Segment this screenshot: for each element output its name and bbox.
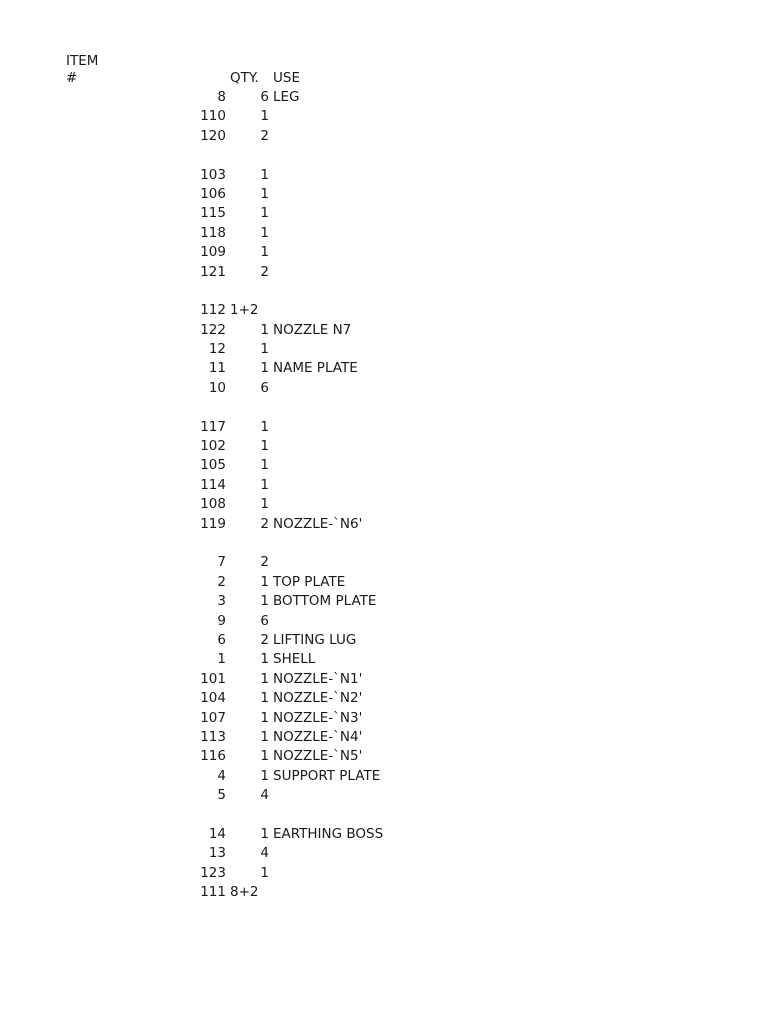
item-number: 116 bbox=[200, 748, 226, 765]
item-use: NOZZLE-`N1' bbox=[273, 670, 363, 687]
item-number: 14 bbox=[208, 825, 226, 842]
item-number: 13 bbox=[208, 845, 226, 862]
table-row bbox=[0, 146, 768, 165]
item-quantity: 1+2 bbox=[230, 302, 259, 319]
item-number: 12 bbox=[208, 341, 226, 358]
item-number: 106 bbox=[200, 185, 226, 202]
item-use: NOZZLE N7 bbox=[273, 321, 352, 338]
item-number: 118 bbox=[200, 224, 226, 241]
item-number: 120 bbox=[200, 127, 226, 144]
item-quantity: 1 bbox=[260, 825, 269, 842]
item-quantity: 2 bbox=[260, 263, 269, 280]
item-quantity: 4 bbox=[260, 845, 269, 862]
item-number: 6 bbox=[217, 631, 226, 648]
table-row bbox=[0, 767, 768, 786]
table-row bbox=[0, 650, 768, 669]
item-use: NOZZLE-`N3' bbox=[273, 709, 363, 726]
table-row bbox=[0, 263, 768, 282]
table-row bbox=[0, 321, 768, 340]
table-row bbox=[0, 844, 768, 863]
item-use: EARTHING BOSS bbox=[273, 825, 384, 842]
item-number: 117 bbox=[200, 418, 226, 435]
header-use-label: USE bbox=[273, 70, 300, 86]
item-number: 102 bbox=[200, 438, 226, 455]
item-quantity: 4 bbox=[260, 787, 269, 804]
item-use: NOZZLE-`N5' bbox=[273, 748, 363, 765]
table-row bbox=[0, 127, 768, 146]
item-quantity: 1 bbox=[260, 205, 269, 222]
header-item-number-label: # bbox=[66, 70, 78, 86]
table-row bbox=[0, 786, 768, 805]
table-row bbox=[0, 243, 768, 262]
table-row bbox=[0, 805, 768, 824]
table-row bbox=[0, 301, 768, 320]
item-quantity: 1 bbox=[260, 709, 269, 726]
item-quantity: 2 bbox=[260, 127, 269, 144]
table-row bbox=[0, 166, 768, 185]
table-row bbox=[0, 612, 768, 631]
table-row bbox=[0, 476, 768, 495]
item-quantity: 1 bbox=[260, 593, 269, 610]
item-quantity: 1 bbox=[260, 360, 269, 377]
item-number: 8 bbox=[217, 89, 226, 105]
item-number: 4 bbox=[217, 767, 226, 784]
item-use: LIFTING LUG bbox=[273, 631, 357, 648]
item-use: BOTTOM PLATE bbox=[273, 593, 377, 610]
table-row bbox=[0, 456, 768, 475]
item-quantity: 1 bbox=[260, 573, 269, 590]
item-number: 11 bbox=[208, 360, 226, 377]
item-use: NOZZLE-`N2' bbox=[273, 690, 363, 707]
table-row bbox=[0, 359, 768, 378]
item-quantity: 2 bbox=[260, 631, 269, 648]
table-row bbox=[0, 282, 768, 301]
item-number: 122 bbox=[200, 321, 226, 338]
item-number: 113 bbox=[200, 728, 226, 745]
item-use: TOP PLATE bbox=[273, 573, 346, 590]
item-use: NOZZLE-`N4' bbox=[273, 728, 363, 745]
table-row bbox=[0, 553, 768, 572]
item-number: 1 bbox=[217, 651, 226, 668]
item-number: 114 bbox=[200, 476, 226, 493]
item-use: NAME PLATE bbox=[273, 360, 358, 377]
item-number: 10 bbox=[208, 379, 226, 396]
item-quantity: 6 bbox=[260, 89, 269, 105]
item-quantity: 1 bbox=[260, 321, 269, 338]
table-row bbox=[0, 864, 768, 883]
item-quantity: 1 bbox=[260, 476, 269, 493]
header-item-label: ITEM bbox=[66, 53, 99, 69]
table-row bbox=[0, 534, 768, 553]
item-number: 112 bbox=[200, 302, 226, 319]
item-number: 110 bbox=[200, 108, 226, 125]
item-quantity: 1 bbox=[260, 185, 269, 202]
item-quantity: 1 bbox=[260, 496, 269, 513]
item-number: 3 bbox=[217, 593, 226, 610]
item-quantity: 1 bbox=[260, 651, 269, 668]
table-row bbox=[0, 728, 768, 747]
table-row bbox=[0, 107, 768, 126]
table-row bbox=[0, 398, 768, 417]
item-quantity: 1 bbox=[260, 748, 269, 765]
item-number: 109 bbox=[200, 244, 226, 261]
table-row bbox=[0, 573, 768, 592]
table-row bbox=[0, 631, 768, 650]
item-use: NOZZLE-`N6' bbox=[273, 515, 363, 532]
table-row bbox=[0, 437, 768, 456]
item-quantity: 6 bbox=[260, 612, 269, 629]
item-quantity: 1 bbox=[260, 418, 269, 435]
table-row bbox=[0, 204, 768, 223]
table-row bbox=[0, 185, 768, 204]
item-number: 2 bbox=[217, 573, 226, 590]
item-number: 5 bbox=[217, 787, 226, 804]
item-quantity: 2 bbox=[260, 554, 269, 571]
item-quantity: 1 bbox=[260, 690, 269, 707]
table-row bbox=[0, 88, 768, 107]
item-quantity: 1 bbox=[260, 457, 269, 474]
table-row bbox=[0, 825, 768, 844]
item-number: 111 bbox=[200, 884, 226, 901]
item-quantity: 1 bbox=[260, 341, 269, 358]
item-number: 119 bbox=[200, 515, 226, 532]
table-row bbox=[0, 689, 768, 708]
item-number: 121 bbox=[200, 263, 226, 280]
table-row bbox=[0, 340, 768, 359]
item-number: 115 bbox=[200, 205, 226, 222]
item-number: 9 bbox=[217, 612, 226, 629]
item-use: SHELL bbox=[273, 651, 316, 668]
table-row bbox=[0, 515, 768, 534]
item-number: 108 bbox=[200, 496, 226, 513]
item-use: SUPPORT PLATE bbox=[273, 767, 381, 784]
table-row bbox=[0, 670, 768, 689]
item-quantity: 8+2 bbox=[230, 884, 259, 901]
item-quantity: 1 bbox=[260, 767, 269, 784]
item-number: 104 bbox=[200, 690, 226, 707]
table-row bbox=[0, 379, 768, 398]
item-quantity: 1 bbox=[260, 244, 269, 261]
table-row bbox=[0, 418, 768, 437]
item-quantity: 6 bbox=[260, 379, 269, 396]
item-number: 103 bbox=[200, 166, 226, 183]
table-row bbox=[0, 747, 768, 766]
item-quantity: 1 bbox=[260, 108, 269, 125]
parts-list bbox=[0, 88, 768, 902]
table-row bbox=[0, 883, 768, 902]
item-quantity: 1 bbox=[260, 728, 269, 745]
item-quantity: 2 bbox=[260, 515, 269, 532]
item-quantity: 1 bbox=[260, 670, 269, 687]
item-number: 107 bbox=[200, 709, 226, 726]
item-number: 123 bbox=[200, 864, 226, 881]
item-number: 105 bbox=[200, 457, 226, 474]
item-quantity: 1 bbox=[260, 864, 269, 881]
item-use: LEG bbox=[273, 89, 300, 105]
table-row bbox=[0, 709, 768, 728]
table-row bbox=[0, 224, 768, 243]
item-quantity: 1 bbox=[260, 224, 269, 241]
item-number: 7 bbox=[217, 554, 226, 571]
item-quantity: 1 bbox=[260, 166, 269, 183]
item-quantity: 1 bbox=[260, 438, 269, 455]
item-number: 101 bbox=[200, 670, 226, 687]
table-row bbox=[0, 495, 768, 514]
header-qty-label: QTY. bbox=[230, 70, 259, 86]
table-row bbox=[0, 592, 768, 611]
